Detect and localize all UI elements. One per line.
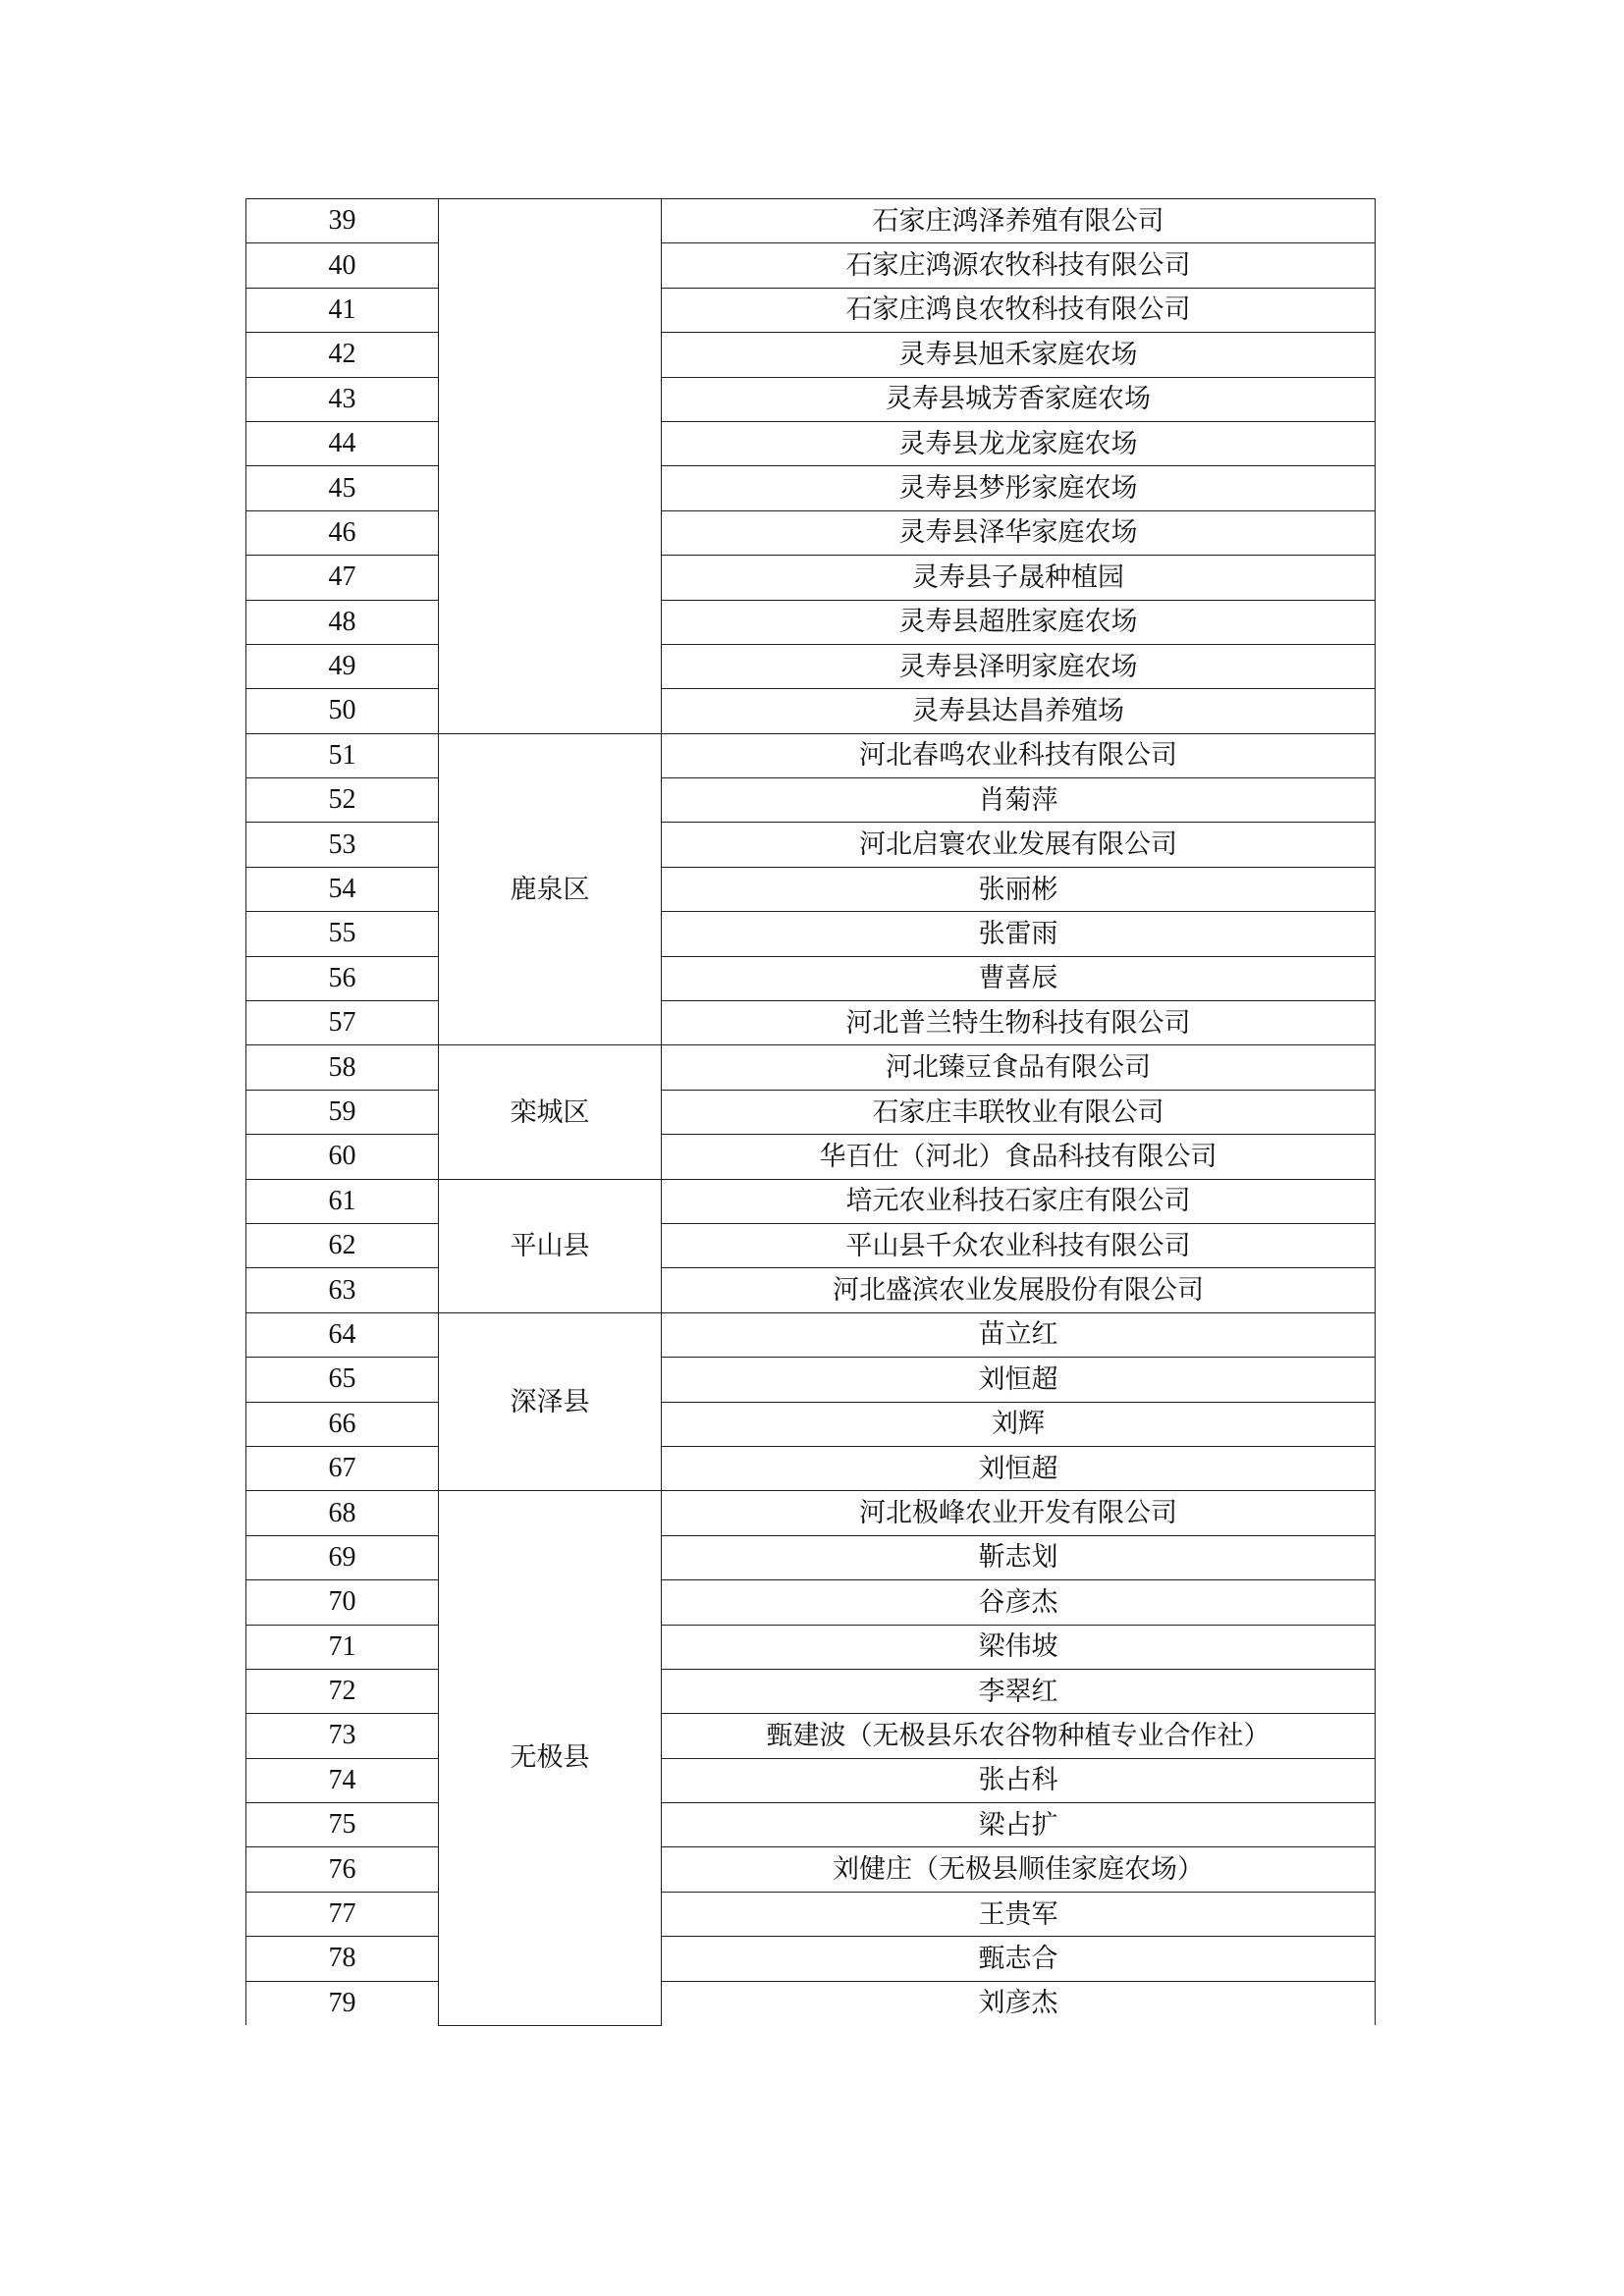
table-row	[246, 1937, 1376, 1981]
row-number: 50	[246, 689, 439, 733]
table-row	[246, 1892, 1376, 1936]
row-number: 45	[246, 466, 439, 510]
row-number: 73	[246, 1714, 439, 1758]
table-row	[246, 1358, 1376, 1402]
recipient-name: 灵寿县子晟种植园	[662, 556, 1376, 600]
recipient-name: 灵寿县泽明家庭农场	[662, 644, 1376, 688]
recipient-name: 谷彦杰	[662, 1580, 1376, 1625]
table-row	[246, 466, 1376, 510]
row-number: 64	[246, 1312, 439, 1357]
table-row	[246, 1446, 1376, 1490]
table-row	[246, 778, 1376, 823]
recipient-name: 苗立红	[662, 1312, 1376, 1357]
row-number: 66	[246, 1402, 439, 1446]
table-row	[246, 510, 1376, 555]
row-number: 62	[246, 1223, 439, 1267]
row-number: 61	[246, 1179, 439, 1223]
row-number: 76	[246, 1847, 439, 1892]
table-row	[246, 377, 1376, 421]
recipient-name: 河北普兰特生物科技有限公司	[662, 1001, 1376, 1045]
recipient-name: 张占科	[662, 1758, 1376, 1802]
row-number: 41	[246, 288, 439, 332]
recipient-name: 河北臻豆食品有限公司	[662, 1045, 1376, 1090]
recipient-name: 刘彦杰	[662, 1981, 1376, 2025]
recipient-name: 刘健庄（无极县顺佳家庭农场）	[662, 1847, 1376, 1892]
row-number: 51	[246, 733, 439, 777]
table-row	[246, 1714, 1376, 1758]
recipient-name: 灵寿县城芳香家庭农场	[662, 377, 1376, 421]
recipient-name: 石家庄鸿良农牧科技有限公司	[662, 288, 1376, 332]
table-row	[246, 600, 1376, 644]
recipient-name: 张丽彬	[662, 867, 1376, 911]
recipient-table-body	[246, 199, 1376, 2026]
recipient-name: 刘恒超	[662, 1446, 1376, 1490]
row-number: 65	[246, 1358, 439, 1402]
row-number: 78	[246, 1937, 439, 1981]
row-number: 77	[246, 1892, 439, 1936]
table-row	[246, 199, 1376, 243]
recipient-name: 梁占扩	[662, 1803, 1376, 1847]
recipient-name: 河北启寰农业发展有限公司	[662, 823, 1376, 867]
table-row	[246, 556, 1376, 600]
recipient-name: 河北极峰农业开发有限公司	[662, 1491, 1376, 1535]
district-cell	[439, 199, 662, 734]
recipient-name: 华百仕（河北）食品科技有限公司	[662, 1135, 1376, 1179]
recipient-name: 梁伟坡	[662, 1625, 1376, 1669]
recipient-name: 灵寿县旭禾家庭农场	[662, 333, 1376, 377]
row-number: 48	[246, 600, 439, 644]
table-row	[246, 1803, 1376, 1847]
recipient-name: 甄志合	[662, 1937, 1376, 1981]
table-row	[246, 1625, 1376, 1669]
recipient-name: 河北春鸣农业科技有限公司	[662, 733, 1376, 777]
recipient-name: 刘辉	[662, 1402, 1376, 1446]
recipient-name: 石家庄鸿源农牧科技有限公司	[662, 243, 1376, 288]
recipient-name: 培元农业科技石家庄有限公司	[662, 1179, 1376, 1223]
recipient-name: 刘恒超	[662, 1358, 1376, 1402]
row-number: 68	[246, 1491, 439, 1535]
row-number: 42	[246, 333, 439, 377]
row-number: 74	[246, 1758, 439, 1802]
table-row	[246, 1491, 1376, 1535]
row-number: 55	[246, 912, 439, 956]
table-row	[246, 733, 1376, 777]
recipient-name: 张雷雨	[662, 912, 1376, 956]
table-row	[246, 1135, 1376, 1179]
table-row	[246, 421, 1376, 465]
row-number: 72	[246, 1669, 439, 1713]
recipient-name: 王贵军	[662, 1892, 1376, 1936]
table-row	[246, 867, 1376, 911]
table-row	[246, 288, 1376, 332]
row-number: 71	[246, 1625, 439, 1669]
row-number: 69	[246, 1535, 439, 1579]
table-row	[246, 1090, 1376, 1134]
table-row	[246, 956, 1376, 1000]
row-number: 39	[246, 199, 439, 243]
row-number: 56	[246, 956, 439, 1000]
recipient-name: 石家庄鸿泽养殖有限公司	[662, 199, 1376, 243]
row-number: 52	[246, 778, 439, 823]
table-row	[246, 1402, 1376, 1446]
district-cell: 栾城区	[439, 1045, 662, 1179]
row-number: 70	[246, 1580, 439, 1625]
recipient-name: 平山县千众农业科技有限公司	[662, 1223, 1376, 1267]
row-number: 49	[246, 644, 439, 688]
table-row	[246, 1981, 1376, 2025]
recipient-name: 李翠红	[662, 1669, 1376, 1713]
recipient-name: 甄建波（无极县乐农谷物种植专业合作社）	[662, 1714, 1376, 1758]
table-row	[246, 912, 1376, 956]
row-number: 54	[246, 867, 439, 911]
row-number: 63	[246, 1268, 439, 1312]
recipient-name: 石家庄丰联牧业有限公司	[662, 1090, 1376, 1134]
district-cell: 鹿泉区	[439, 733, 662, 1045]
row-number: 79	[246, 1981, 439, 2025]
table-row	[246, 1179, 1376, 1223]
row-number: 75	[246, 1803, 439, 1847]
table-row	[246, 689, 1376, 733]
row-number: 67	[246, 1446, 439, 1490]
table-row	[246, 1001, 1376, 1045]
recipient-name: 灵寿县龙龙家庭农场	[662, 421, 1376, 465]
district-cell: 深泽县	[439, 1312, 662, 1491]
table-row	[246, 1223, 1376, 1267]
table-row	[246, 1045, 1376, 1090]
recipient-name: 灵寿县达昌养殖场	[662, 689, 1376, 733]
row-number: 53	[246, 823, 439, 867]
table-row	[246, 1847, 1376, 1892]
table-row	[246, 333, 1376, 377]
row-number: 57	[246, 1001, 439, 1045]
table-row	[246, 243, 1376, 288]
recipient-name: 靳志划	[662, 1535, 1376, 1579]
recipient-name: 灵寿县超胜家庭农场	[662, 600, 1376, 644]
row-number: 44	[246, 421, 439, 465]
row-number: 46	[246, 510, 439, 555]
table-row	[246, 1758, 1376, 1802]
recipient-name: 肖菊萍	[662, 778, 1376, 823]
row-number: 47	[246, 556, 439, 600]
district-cell: 无极县	[439, 1491, 662, 2025]
recipient-name: 河北盛滨农业发展股份有限公司	[662, 1268, 1376, 1312]
recipient-name: 曹喜辰	[662, 956, 1376, 1000]
row-number: 60	[246, 1135, 439, 1179]
recipient-table	[245, 198, 1376, 2026]
row-number: 59	[246, 1090, 439, 1134]
table-row	[246, 1669, 1376, 1713]
table-row	[246, 1580, 1376, 1625]
table-row	[246, 644, 1376, 688]
recipient-name: 灵寿县梦彤家庭农场	[662, 466, 1376, 510]
table-row	[246, 823, 1376, 867]
row-number: 40	[246, 243, 439, 288]
recipient-name: 灵寿县泽华家庭农场	[662, 510, 1376, 555]
row-number: 58	[246, 1045, 439, 1090]
table-row	[246, 1268, 1376, 1312]
table-row	[246, 1535, 1376, 1579]
row-number: 43	[246, 377, 439, 421]
table-row	[246, 1312, 1376, 1357]
district-cell: 平山县	[439, 1179, 662, 1312]
